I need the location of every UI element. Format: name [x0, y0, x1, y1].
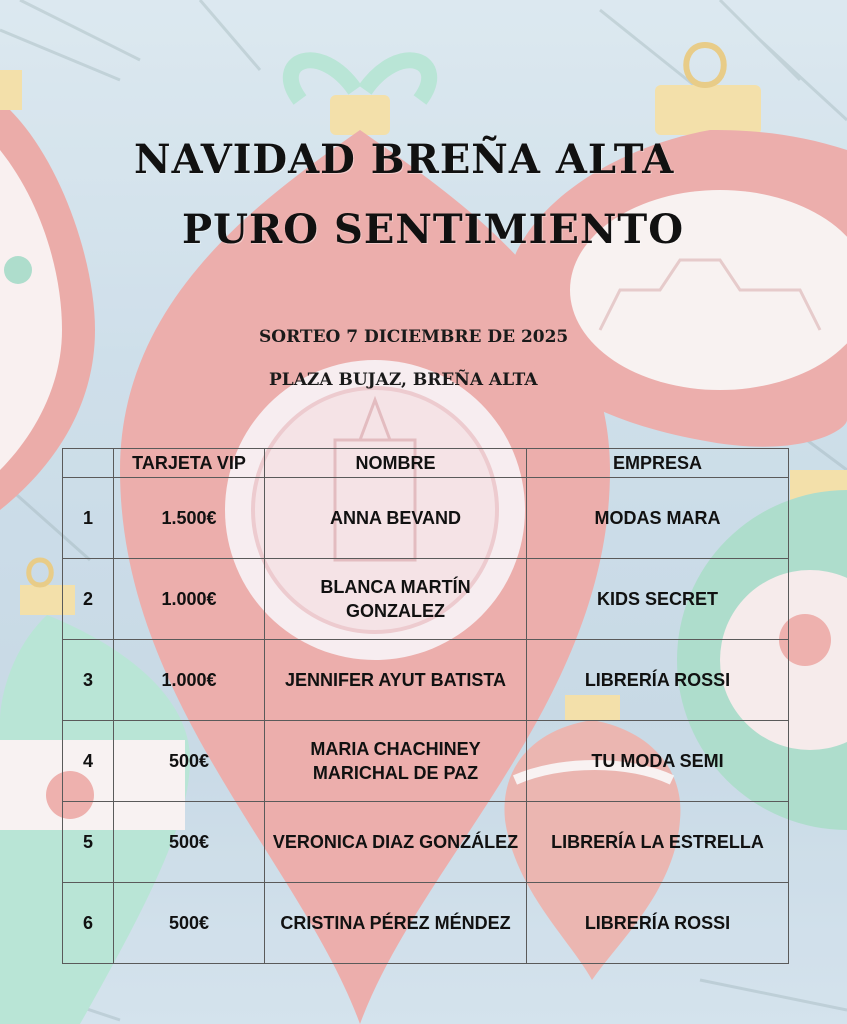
row-company: LIBRERÍA ROSSI [527, 640, 789, 721]
draw-date: SORTEO 7 DICIEMBRE DE 2025 [259, 327, 569, 347]
header-name: NOMBRE [265, 449, 527, 478]
row-company: MODAS MARA [527, 478, 789, 559]
row-company: LIBRERÍA LA ESTRELLA [527, 802, 789, 883]
table-header-row [63, 449, 789, 478]
row-name: BLANCA MARTÍN GONZALEZ [265, 559, 527, 640]
table-row [63, 478, 789, 559]
row-company: LIBRERÍA ROSSI [527, 883, 789, 964]
row-prize: 500€ [114, 883, 265, 964]
row-name: MARIA CHACHINEY MARICHAL DE PAZ [265, 721, 527, 802]
row-name: ANNA BEVAND [265, 478, 527, 559]
header-vip-card: TARJETA VIP [114, 449, 265, 478]
table-row [63, 559, 789, 640]
title-line-1: NAVIDAD BREÑA ALTA [134, 136, 675, 183]
row-prize: 500€ [114, 721, 265, 802]
table-row [63, 802, 789, 883]
row-company: TU MODA SEMI [527, 721, 789, 802]
row-number: 5 [63, 802, 114, 883]
row-number: 4 [63, 721, 114, 802]
title-line-2: PURO SENTIMIENTO [182, 206, 685, 253]
row-prize: 1.000€ [114, 640, 265, 721]
row-number: 6 [63, 883, 114, 964]
row-company: KIDS SECRET [527, 559, 789, 640]
row-prize: 500€ [114, 802, 265, 883]
table-row [63, 883, 789, 964]
table-row [63, 640, 789, 721]
row-number: 1 [63, 478, 114, 559]
row-number: 3 [63, 640, 114, 721]
row-name: CRISTINA PÉREZ MÉNDEZ [265, 883, 527, 964]
winners-table [62, 448, 789, 964]
row-name: JENNIFER AYUT BATISTA [265, 640, 527, 721]
draw-location: PLAZA BUJAZ, BREÑA ALTA [269, 370, 538, 390]
header-number [63, 449, 114, 478]
row-prize: 1.500€ [114, 478, 265, 559]
row-prize: 1.000€ [114, 559, 265, 640]
row-name: VERONICA DIAZ GONZÁLEZ [265, 802, 527, 883]
header-company: EMPRESA [527, 449, 789, 478]
row-number: 2 [63, 559, 114, 640]
table-row [63, 721, 789, 802]
